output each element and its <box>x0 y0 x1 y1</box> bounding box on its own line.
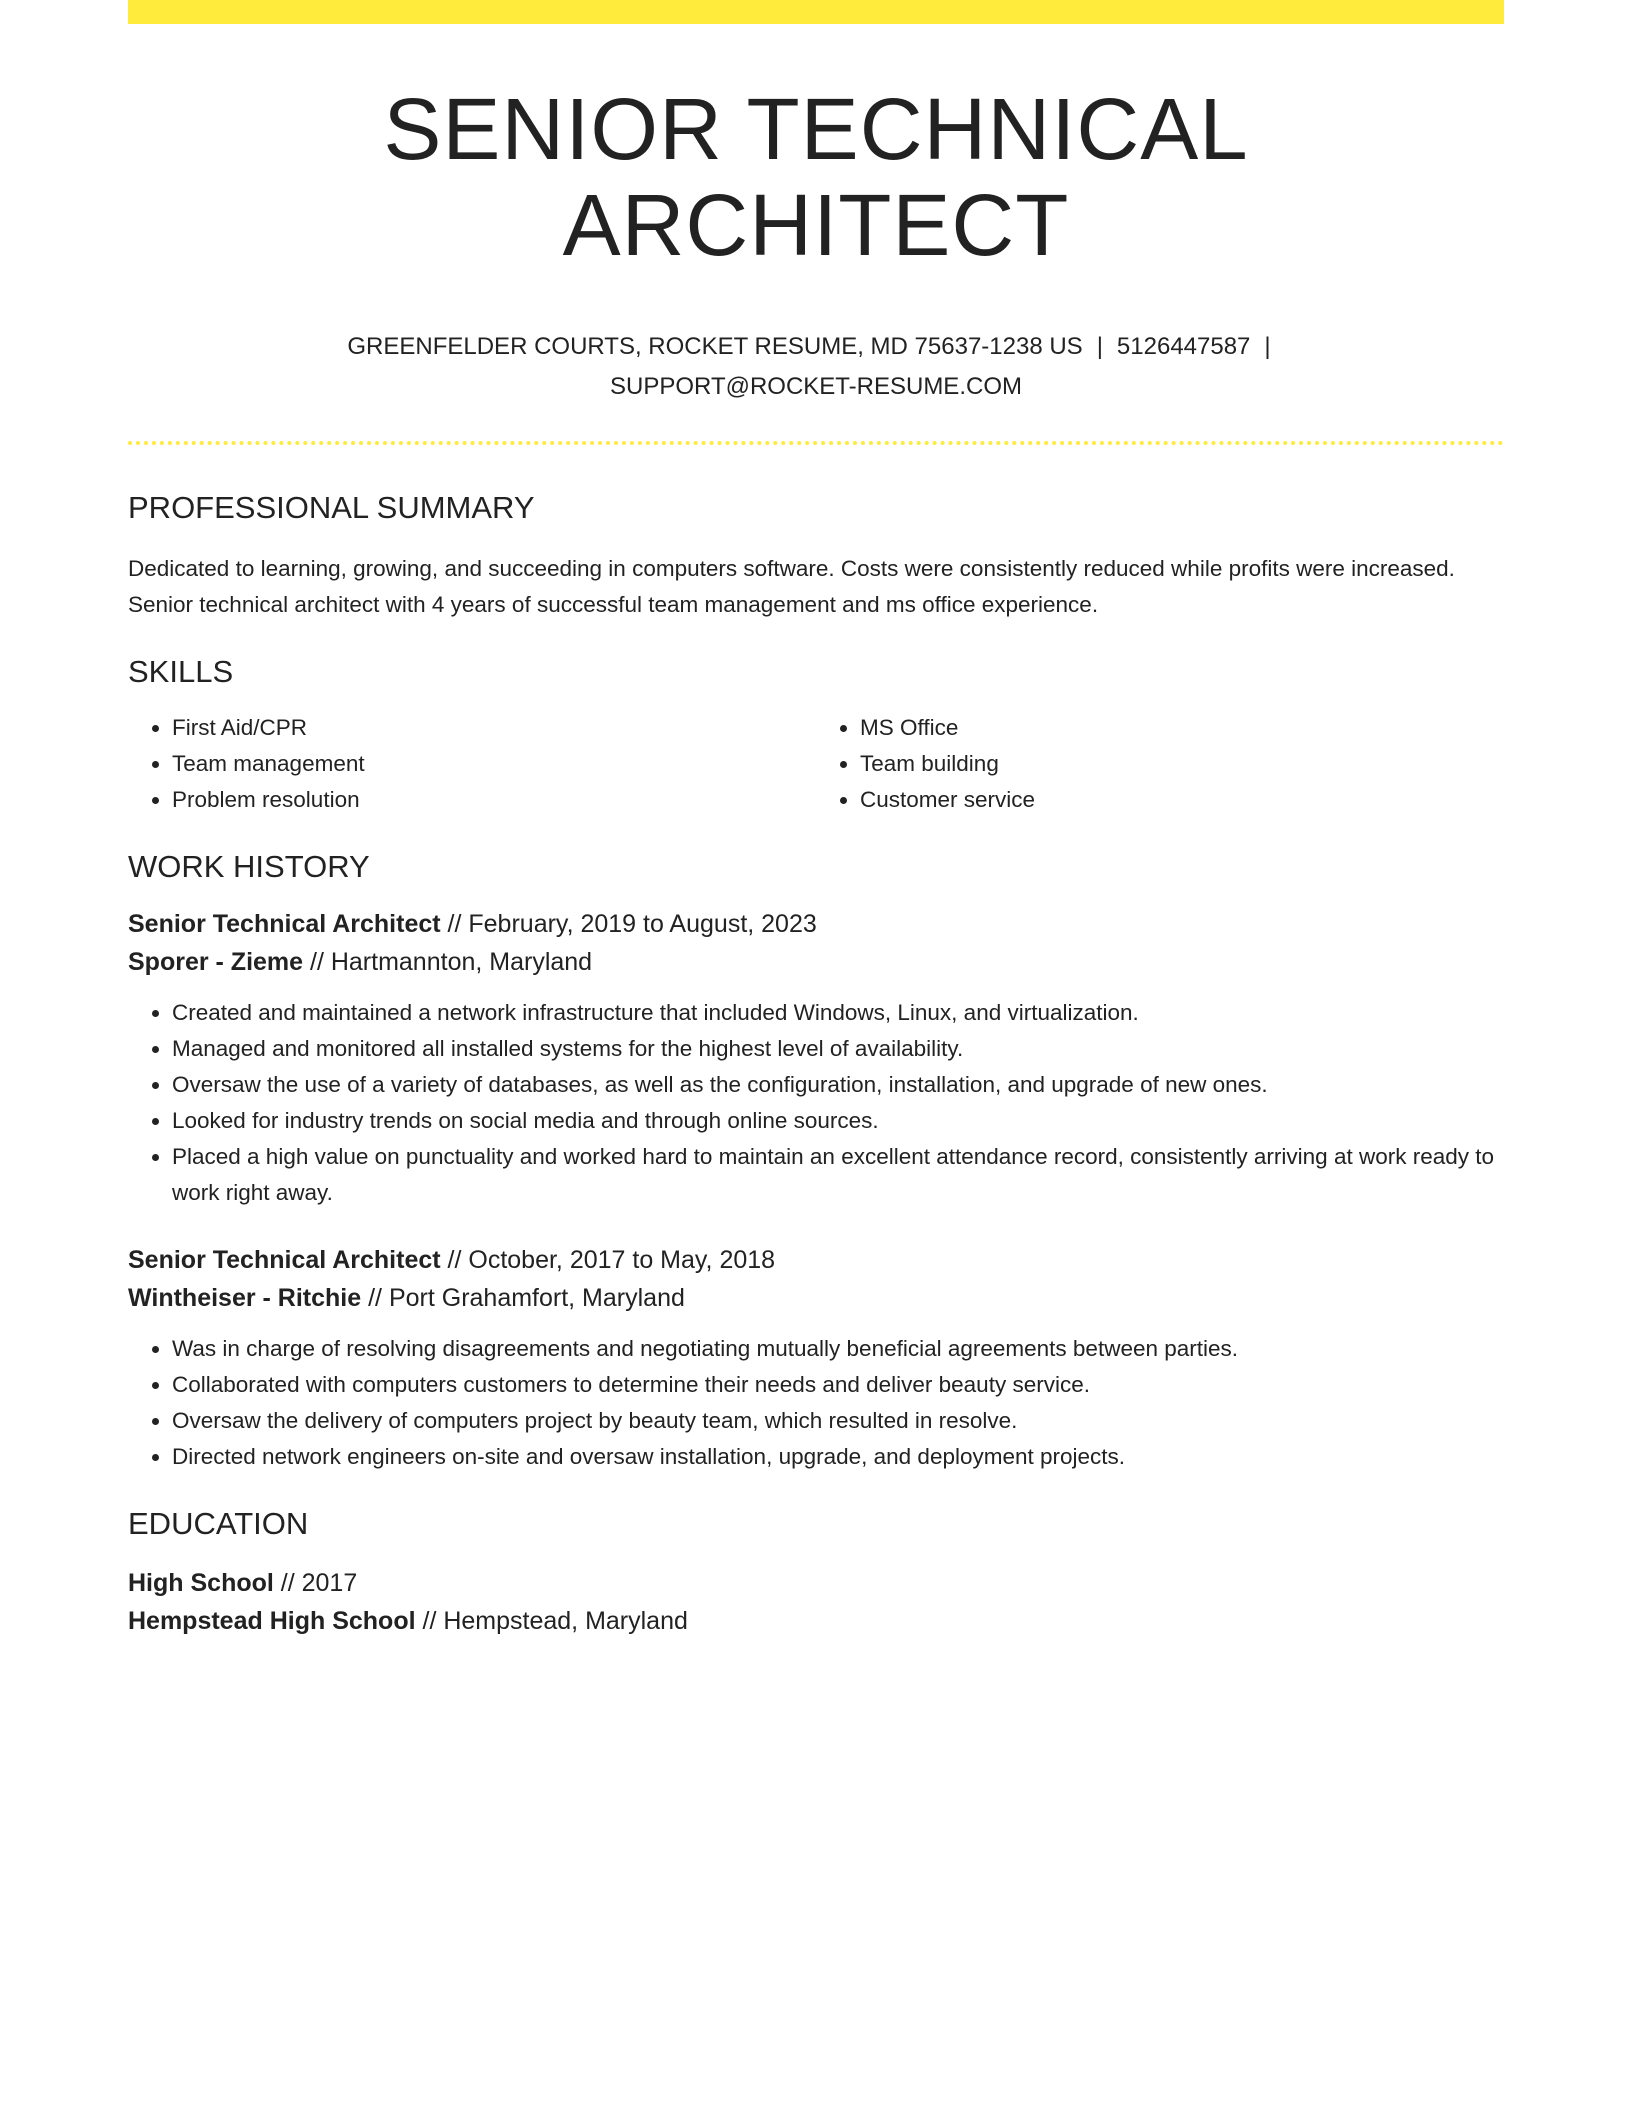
work-history-heading: WORK HISTORY <box>128 848 370 884</box>
education-degree: High School <box>128 1569 274 1598</box>
summary-heading: PROFESSIONAL SUMMARY <box>128 490 535 526</box>
skills-column-left <box>128 710 816 818</box>
job-bullet: • Placed a high value on punctuality and worked hard to maintain an excellent attendance record, consistently arriving at work ready to work right away. <box>172 1139 1504 1211</box>
separator: | <box>1264 333 1271 361</box>
job-bullets <box>128 1331 1504 1475</box>
job-bullet: • Directed network engineers on-site and oversaw installation, upgrade, and deployment projects. <box>172 1439 1504 1475</box>
job-company: Sporer - Zieme <box>128 947 304 976</box>
job-bullet: • Looked for industry trends on social media and through online sources. <box>172 1103 1504 1139</box>
separator: | <box>1096 333 1103 361</box>
job-role: Senior Technical Architect <box>128 1245 441 1274</box>
job-bullets <box>128 995 1504 1211</box>
job-title-line <box>128 905 1504 943</box>
job-dates: // October, 2017 to May, 2018 <box>447 1245 776 1274</box>
address: GREENFELDER COURTS, ROCKET RESUME, MD 75637-1238 US <box>347 333 1083 361</box>
job-bullet: • Oversaw the delivery of computers project by beauty team, which resulted in resolve. <box>172 1403 1504 1439</box>
job-entry <box>128 1241 1504 1475</box>
resume-title: SENIOR TECHNICAL ARCHITECT <box>383 81 1249 274</box>
education-school-line <box>128 1602 1504 1640</box>
skills-list <box>128 710 1504 818</box>
job-company: Wintheiser - Ritchie <box>128 1283 362 1312</box>
education-year: // 2017 <box>280 1569 358 1598</box>
dotted-divider <box>128 441 1504 445</box>
job-bullet: • Managed and monitored all installed systems for the highest level of availability. <box>172 1031 1504 1067</box>
skills-heading: SKILLS <box>128 653 234 689</box>
contact-info <box>266 327 1366 407</box>
job-bullet: • Collaborated with computers customers to determine their needs and deliver beauty service. <box>172 1367 1504 1403</box>
resume-page <box>128 0 1504 1640</box>
education-degree-line <box>128 1564 1504 1602</box>
email: SUPPORT@ROCKET-RESUME.COM <box>610 373 1022 401</box>
job-title-line <box>128 1241 1504 1279</box>
education-school: Hempstead High School <box>128 1607 416 1636</box>
job-bullet: • Oversaw the use of a variety of databases, as well as the configuration, installation, and upgrade of new ones. <box>172 1067 1504 1103</box>
job-dates: // February, 2019 to August, 2023 <box>447 909 817 938</box>
skill-item: • Team management <box>172 746 816 782</box>
skills-column-right <box>816 710 1504 818</box>
education-entry <box>128 1564 1504 1640</box>
job-entry <box>128 905 1504 1211</box>
job-bullet: • Created and maintained a network infrastructure that included Windows, Linux, and virtualization. <box>172 995 1504 1031</box>
job-bullet: • Was in charge of resolving disagreements and negotiating mutually beneficial agreements between parties. <box>172 1331 1504 1367</box>
job-location: // Hartmannton, Maryland <box>310 947 593 976</box>
skill-item: • Customer service <box>860 782 1504 818</box>
job-role: Senior Technical Architect <box>128 909 441 938</box>
education-location: // Hempstead, Maryland <box>422 1607 688 1636</box>
summary-text: Dedicated to learning, growing, and succeeding in computers software. Costs were consistently reduced while profits were increased. Senior technical architect with 4 years of successful team management and ms office experience. <box>128 555 1455 617</box>
skill-item: • MS Office <box>860 710 1504 746</box>
skill-item: • First Aid/CPR <box>172 710 816 746</box>
top-accent-bar <box>128 0 1504 24</box>
job-company-line <box>128 943 1504 981</box>
skill-item: • Team building <box>860 746 1504 782</box>
skill-item: • Problem resolution <box>172 782 816 818</box>
education-heading: EDUCATION <box>128 1505 309 1541</box>
job-location: // Port Grahamfort, Maryland <box>368 1283 685 1312</box>
phone: 5126447587 <box>1116 333 1251 361</box>
job-company-line <box>128 1279 1504 1317</box>
